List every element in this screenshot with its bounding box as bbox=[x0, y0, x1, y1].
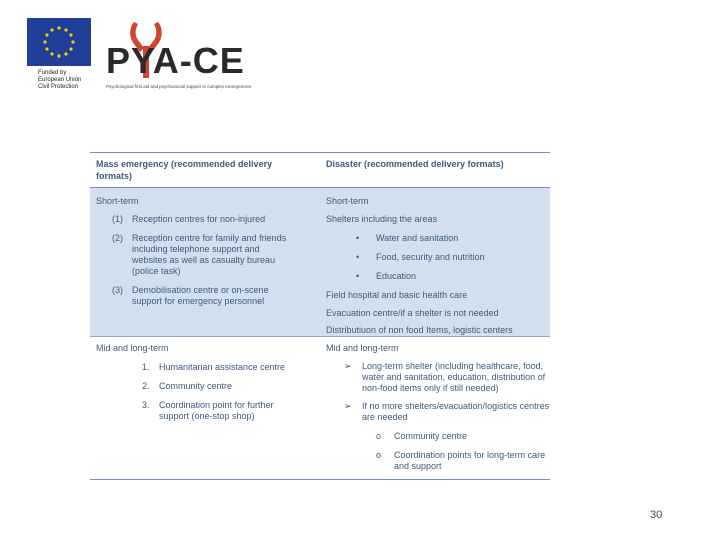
arrow-bullet-icon: ➢ bbox=[344, 361, 352, 371]
list-item: Coordination point for further bbox=[159, 400, 274, 410]
header-text: Disaster (recommended delivery formats) bbox=[326, 159, 504, 169]
short-term-disaster-cell bbox=[320, 188, 550, 336]
list-number: (2) bbox=[112, 233, 123, 243]
list-item: Field hospital and basic health care bbox=[326, 290, 468, 300]
section-label: Short-term bbox=[96, 196, 139, 206]
eu-caption-line: Funded by bbox=[38, 70, 67, 76]
list-item: including telephone support and bbox=[132, 244, 260, 254]
long-term-disaster-cell bbox=[320, 337, 550, 479]
bullet-icon: • bbox=[356, 233, 360, 243]
eu-stars-icon bbox=[27, 18, 91, 66]
list-number: (1) bbox=[112, 214, 123, 224]
header-text: formats) bbox=[96, 171, 133, 181]
section-label: Mid and long-term bbox=[326, 343, 399, 353]
list-item: Long-term shelter (including healthcare, food, bbox=[362, 361, 544, 371]
list-item: Shelters including the areas bbox=[326, 214, 438, 224]
list-number: 3. bbox=[142, 400, 150, 410]
list-number: 2. bbox=[142, 381, 150, 391]
header-disaster bbox=[320, 153, 550, 187]
circle-bullet-icon: o bbox=[376, 450, 382, 460]
list-item: and support bbox=[394, 461, 442, 471]
list-item: are needed bbox=[362, 412, 408, 422]
circle-bullet-icon: o bbox=[376, 431, 382, 441]
table-row-short-term bbox=[90, 188, 550, 337]
table-header-row bbox=[90, 153, 550, 188]
section-label: Mid and long-term bbox=[96, 343, 169, 353]
eu-caption-line: European Union bbox=[38, 77, 82, 83]
list-number: (3) bbox=[112, 285, 123, 295]
list-item: support (one-stop shop) bbox=[159, 411, 255, 421]
list-item: Evacuation centre/if a shelter is not needed bbox=[326, 308, 499, 318]
list-item: non-food items only if still needed) bbox=[362, 383, 499, 393]
arrow-bullet-icon: ➢ bbox=[344, 401, 352, 411]
delivery-formats-table bbox=[90, 152, 550, 480]
list-item: Food, security and nutrition bbox=[376, 252, 485, 262]
list-item: Water and sanitation bbox=[376, 233, 459, 243]
list-item: Demobilisation centre or on-scene bbox=[132, 285, 269, 295]
list-number: 1. bbox=[142, 362, 150, 372]
list-item: websites as well as casualty bureau bbox=[132, 255, 276, 265]
logo-wordmark: PYA-CE bbox=[106, 40, 245, 81]
list-item: Humanitarian assistance centre bbox=[159, 362, 286, 372]
header-mass-emergency bbox=[90, 153, 320, 187]
list-item: Coordination points for long-term care bbox=[394, 450, 546, 460]
bullet-icon: • bbox=[356, 271, 360, 281]
page-number: 30 bbox=[650, 509, 663, 521]
list-item: Education bbox=[376, 271, 417, 281]
list-item: water and sanitation, education, distribution of bbox=[362, 372, 546, 382]
list-item: If no more shelters/evacuation/logistics centres bbox=[362, 401, 550, 411]
eu-flag bbox=[27, 18, 91, 66]
long-term-mass-cell bbox=[90, 337, 320, 479]
list-item: (police task) bbox=[132, 266, 181, 276]
table-row-long-term bbox=[90, 337, 550, 479]
eu-caption bbox=[38, 70, 81, 91]
list-item: Reception centres for non-injured bbox=[132, 214, 266, 224]
list-item: Distributiuon of non food Items, logistic centers bbox=[326, 325, 513, 335]
logo-tagline: Psychological first aid and psychosocial support in complex emergencies bbox=[106, 84, 252, 89]
section-label: Short-term bbox=[326, 196, 369, 206]
short-term-mass-cell bbox=[90, 188, 320, 336]
eu-caption-line: Civil Protection bbox=[38, 84, 79, 90]
bullet-icon: • bbox=[356, 252, 360, 262]
list-item: Community centre bbox=[159, 381, 233, 391]
list-item: Community centre bbox=[394, 431, 468, 441]
list-item: support for emergency personnel bbox=[132, 296, 265, 306]
list-item: Reception centre for family and friends bbox=[132, 233, 287, 243]
header-text: Mass emergency (recommended delivery bbox=[96, 159, 273, 169]
